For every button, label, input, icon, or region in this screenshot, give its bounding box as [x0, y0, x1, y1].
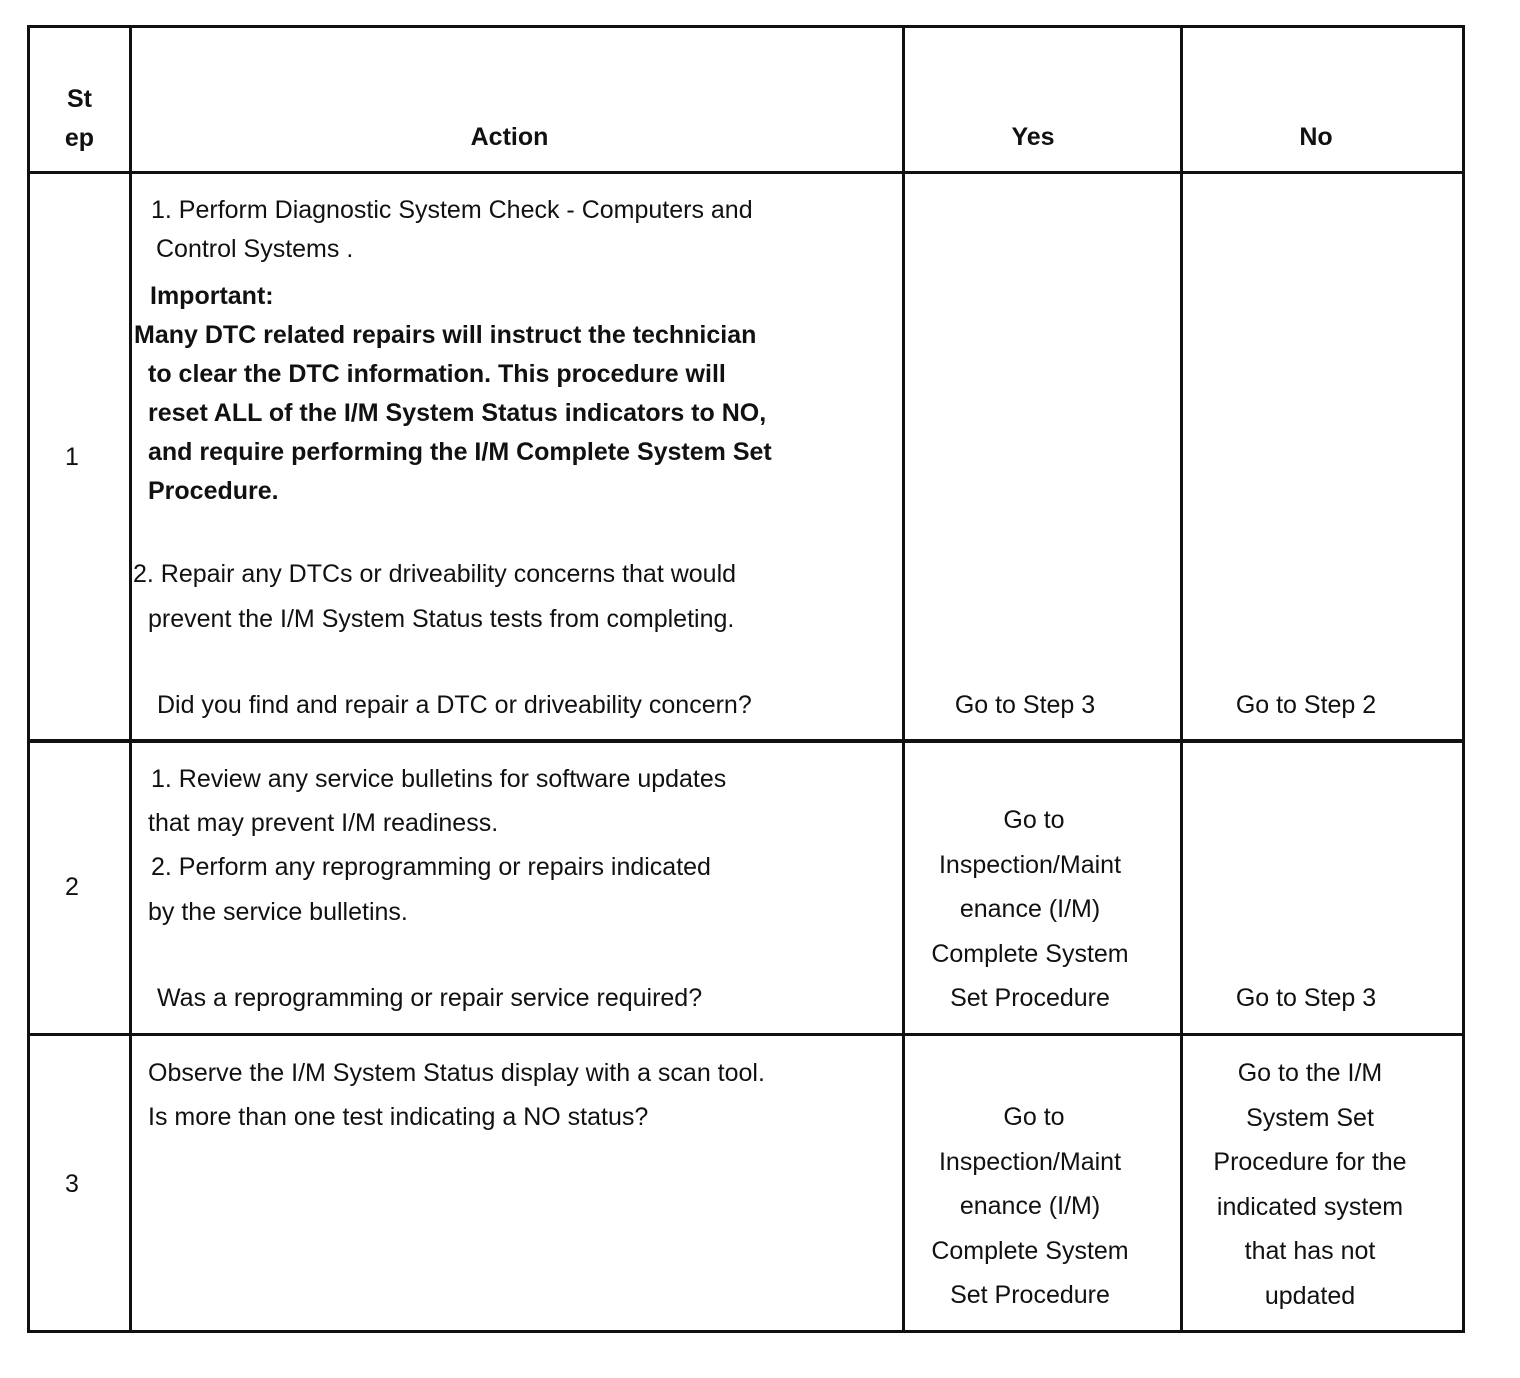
header-action: Action — [470, 123, 549, 151]
row2-item2-line1: 2. Perform any reprogramming or repairs indicated — [151, 853, 711, 881]
row3-no-line: System Set — [1246, 1103, 1374, 1132]
row3-line1: Observe the I/M System Status display with a scan tool. — [148, 1059, 765, 1087]
row3-yes-line: enance (I/M) — [959, 1192, 1101, 1220]
row2-item1-line1: 1. Review any service bulletins for software updates — [151, 765, 727, 793]
row3-yes-line: Set Procedure — [950, 1281, 1110, 1309]
row3-yes-line: Complete System — [931, 1236, 1129, 1265]
header-no: No — [1299, 123, 1333, 151]
row2-item1-line2: that may prevent I/M readiness. — [148, 809, 499, 837]
row1-important-label: Important: — [150, 282, 274, 310]
row3-no-line: indicated system — [1216, 1192, 1404, 1221]
table-border-top — [27, 25, 1465, 28]
row2-no: Go to Step 3 — [1235, 984, 1377, 1012]
row2-question: Was a reprogramming or repair service required? — [157, 984, 703, 1012]
row1-yes: Go to Step 3 — [954, 691, 1096, 719]
row3-no-line: updated — [1264, 1281, 1356, 1310]
row2-yes-line: Go to — [1003, 806, 1065, 834]
row3-no — [1183, 1051, 1437, 1318]
row3-yes — [905, 1095, 1155, 1318]
header-step-line2: ep — [64, 124, 95, 152]
table-border-left — [27, 25, 30, 1333]
row3-no-line: that has not — [1244, 1237, 1376, 1265]
row1-important-line5: Procedure. — [148, 477, 279, 505]
table-border-bottom — [27, 1330, 1465, 1333]
row1-item2-line1: 2. Repair any DTCs or driveability concerns that would — [133, 560, 737, 588]
header-step-line1: St — [67, 85, 92, 113]
row3-yes-line: Inspection/Maint — [938, 1147, 1122, 1176]
row2-yes-line: Complete System — [931, 939, 1129, 968]
row2-yes — [905, 798, 1155, 1021]
row3-no-line: Procedure for the — [1213, 1148, 1407, 1176]
row1-step: 1 — [65, 443, 79, 471]
row1-item1-line2: Control Systems . — [156, 235, 354, 263]
row1-item1-line1: 1. Perform Diagnostic System Check - Computers and — [151, 196, 753, 224]
row1-important-line1: Many DTC related repairs will instruct the technician — [134, 321, 757, 349]
row-divider-1 — [27, 739, 1465, 743]
row3-line2: Is more than one test indicating a NO status? — [148, 1103, 649, 1131]
row1-no: Go to Step 2 — [1235, 691, 1377, 719]
row-divider-2 — [27, 1033, 1465, 1036]
row3-no-line: Go to the I/M — [1237, 1059, 1383, 1087]
row2-yes-line: Inspection/Maint — [938, 850, 1122, 879]
row3-step: 3 — [65, 1170, 79, 1198]
column-divider-step-action — [129, 25, 132, 1333]
row1-important-line3: reset ALL of the I/M System Status indicators to NO, — [148, 399, 767, 427]
row2-step: 2 — [65, 873, 79, 901]
row1-important-line2: to clear the DTC information. This procedure will — [148, 360, 726, 388]
table-border-right — [1462, 25, 1465, 1333]
header-divider — [27, 171, 1465, 174]
row1-question: Did you find and repair a DTC or driveability concern? — [157, 691, 752, 719]
header-yes: Yes — [1011, 123, 1055, 151]
row1-important-line4: and require performing the I/M Complete System Set — [148, 438, 772, 466]
row1-item2-line2: prevent the I/M System Status tests from completing. — [148, 605, 735, 633]
row3-yes-line: Go to — [1003, 1103, 1065, 1131]
row2-yes-line: enance (I/M) — [959, 895, 1101, 923]
header-step — [30, 80, 129, 158]
row2-yes-line: Set Procedure — [950, 984, 1110, 1012]
row2-item2-line2: by the service bulletins. — [148, 898, 408, 926]
